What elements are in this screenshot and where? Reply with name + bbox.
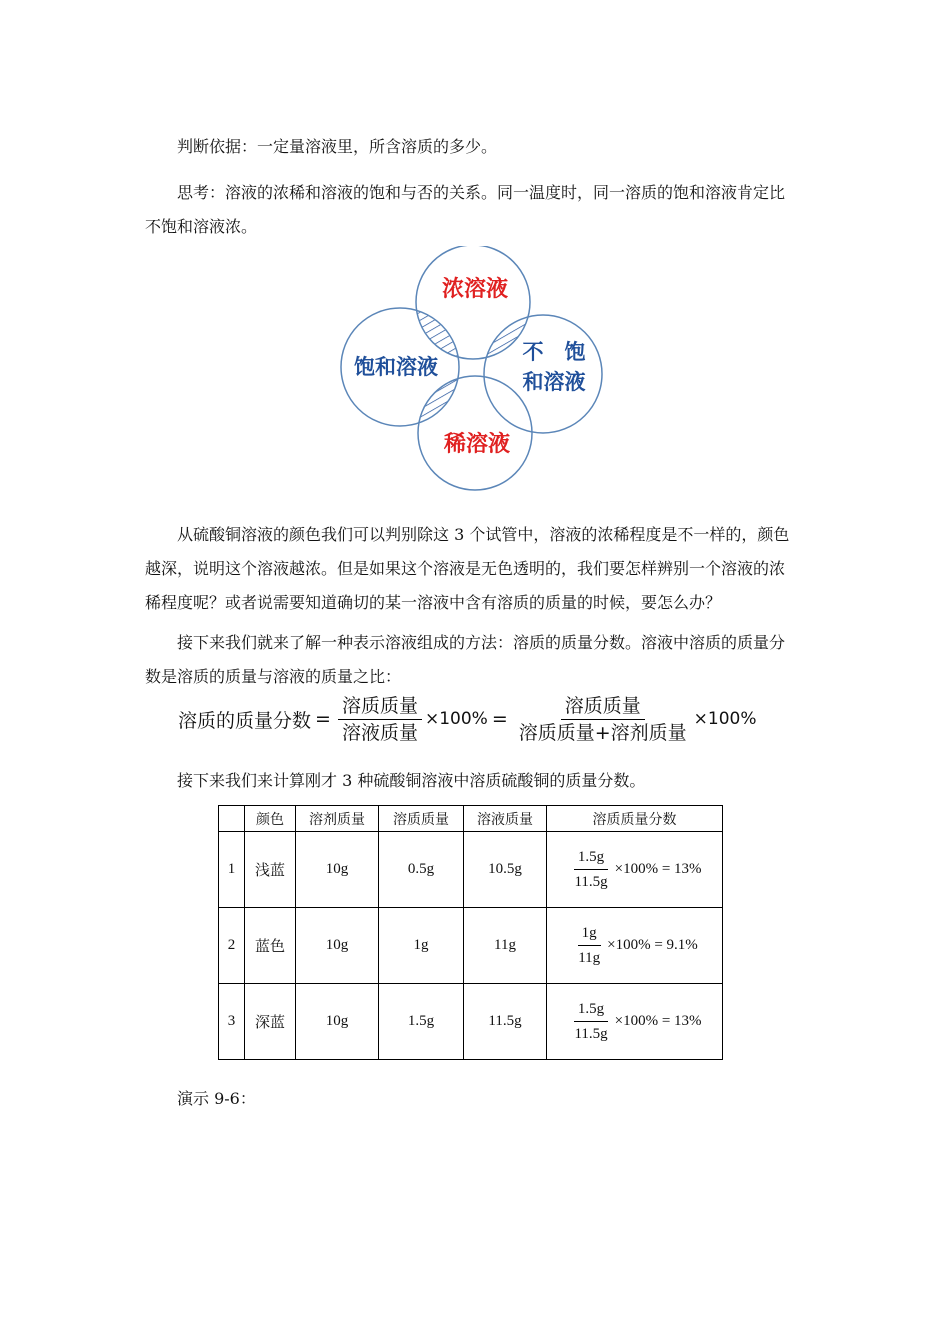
formula-equals-2: =	[491, 708, 508, 730]
header-solution-mass: 溶液质量	[464, 806, 547, 832]
header-color: 颜色	[245, 806, 296, 832]
formula-f1-denominator: 溶液质量	[341, 721, 418, 744]
formula-equals: =	[315, 708, 331, 730]
row-solution: 11g	[464, 908, 547, 984]
row-fraction	[547, 832, 723, 908]
label-concentrated: 浓溶液	[441, 277, 509, 302]
fraction-numerator: 1.5g	[574, 998, 608, 1022]
row-color: 蓝色	[245, 908, 296, 984]
table-row	[219, 908, 723, 984]
header-solute-mass: 溶质质量	[379, 806, 464, 832]
fraction-denominator: 11.5g	[574, 1026, 608, 1042]
fraction-numerator: 1.5g	[574, 846, 608, 870]
header-index	[219, 806, 245, 832]
fraction-result: ×100% = 9.1%	[607, 937, 698, 953]
fraction-denominator: 11.5g	[574, 874, 608, 890]
mass-fraction-table	[218, 805, 723, 1060]
formula-times-1: ×100%	[424, 709, 488, 729]
row-solvent: 10g	[296, 908, 379, 984]
row-index: 1	[219, 832, 245, 908]
formula-f2-denominator: 溶质质量+溶剂质量	[518, 721, 687, 744]
paragraph-thinking: 思考：溶液的浓稀和溶液的饱和与否的关系。同一温度时，同一溶质的饱和溶液肯定比不饱和溶液浓。	[145, 183, 786, 236]
paragraph-basis: 判断依据：一定量溶液里，所含溶质的多少。	[177, 137, 498, 156]
row-index: 2	[219, 908, 245, 984]
label-unsaturated-line1: 不 饱	[522, 340, 586, 364]
solution-relationship-diagram	[338, 246, 610, 496]
row-solution: 10.5g	[464, 832, 547, 908]
fraction-numerator: 1g	[578, 922, 601, 946]
row-index: 3	[219, 984, 245, 1060]
row-color: 浅蓝	[245, 832, 296, 908]
label-unsaturated-line2: 和溶液	[522, 370, 586, 394]
table-row	[219, 984, 723, 1060]
row-fraction	[547, 984, 723, 1060]
row-solution: 11.5g	[464, 984, 547, 1060]
header-mass-fraction: 溶质质量分数	[547, 806, 723, 832]
row-solute: 1g	[379, 908, 464, 984]
mass-fraction-formula	[178, 692, 757, 746]
formula-fraction-1	[338, 694, 422, 745]
fraction-result: ×100% = 13%	[614, 861, 702, 877]
paragraph-calculate: 接下来我们来计算刚才 3 种硫酸铜溶液中溶质硫酸铜的质量分数。	[177, 771, 646, 790]
formula-fraction-2	[515, 694, 691, 745]
row-color: 深蓝	[245, 984, 296, 1060]
row-solvent: 10g	[296, 832, 379, 908]
label-dilute: 稀溶液	[443, 432, 511, 457]
row-fraction	[547, 908, 723, 984]
paragraph-mass-fraction: 接下来我们就来了解一种表示溶液组成的方法：溶质的质量分数。溶液中溶质的质量分数是溶质的质量与溶液的质量之比：	[145, 633, 786, 686]
circle-concentrated	[416, 246, 530, 359]
fraction-denominator: 11g	[578, 950, 601, 966]
paragraph-demo: 演示 9-6：	[177, 1089, 256, 1108]
paragraph-copper-sulfate: 从硫酸铜溶液的颜色我们可以判别除这 3 个试管中，溶液的浓稀程度是不一样的，颜色越深，说明这个溶液越浓。但是如果这个溶液是无色透明的，我们要怎样辨别一个溶液的浓稀程度呢？或者说需要知道确切的某一溶液中含有溶质的质量的时候，要怎么办？	[145, 525, 790, 612]
formula-f2-numerator: 溶质质量	[561, 694, 645, 720]
table-row	[219, 832, 723, 908]
row-solute: 0.5g	[379, 832, 464, 908]
formula-times-2: ×100%	[693, 709, 757, 729]
table-header-row	[219, 806, 723, 832]
row-solvent: 10g	[296, 984, 379, 1060]
fraction-result: ×100% = 13%	[614, 1013, 702, 1029]
formula-lhs: 溶质的质量分数	[178, 709, 312, 732]
row-solute: 1.5g	[379, 984, 464, 1060]
label-saturated: 饱和溶液	[354, 355, 438, 379]
formula-f1-numerator: 溶质质量	[338, 694, 422, 720]
header-solvent-mass: 溶剂质量	[296, 806, 379, 832]
